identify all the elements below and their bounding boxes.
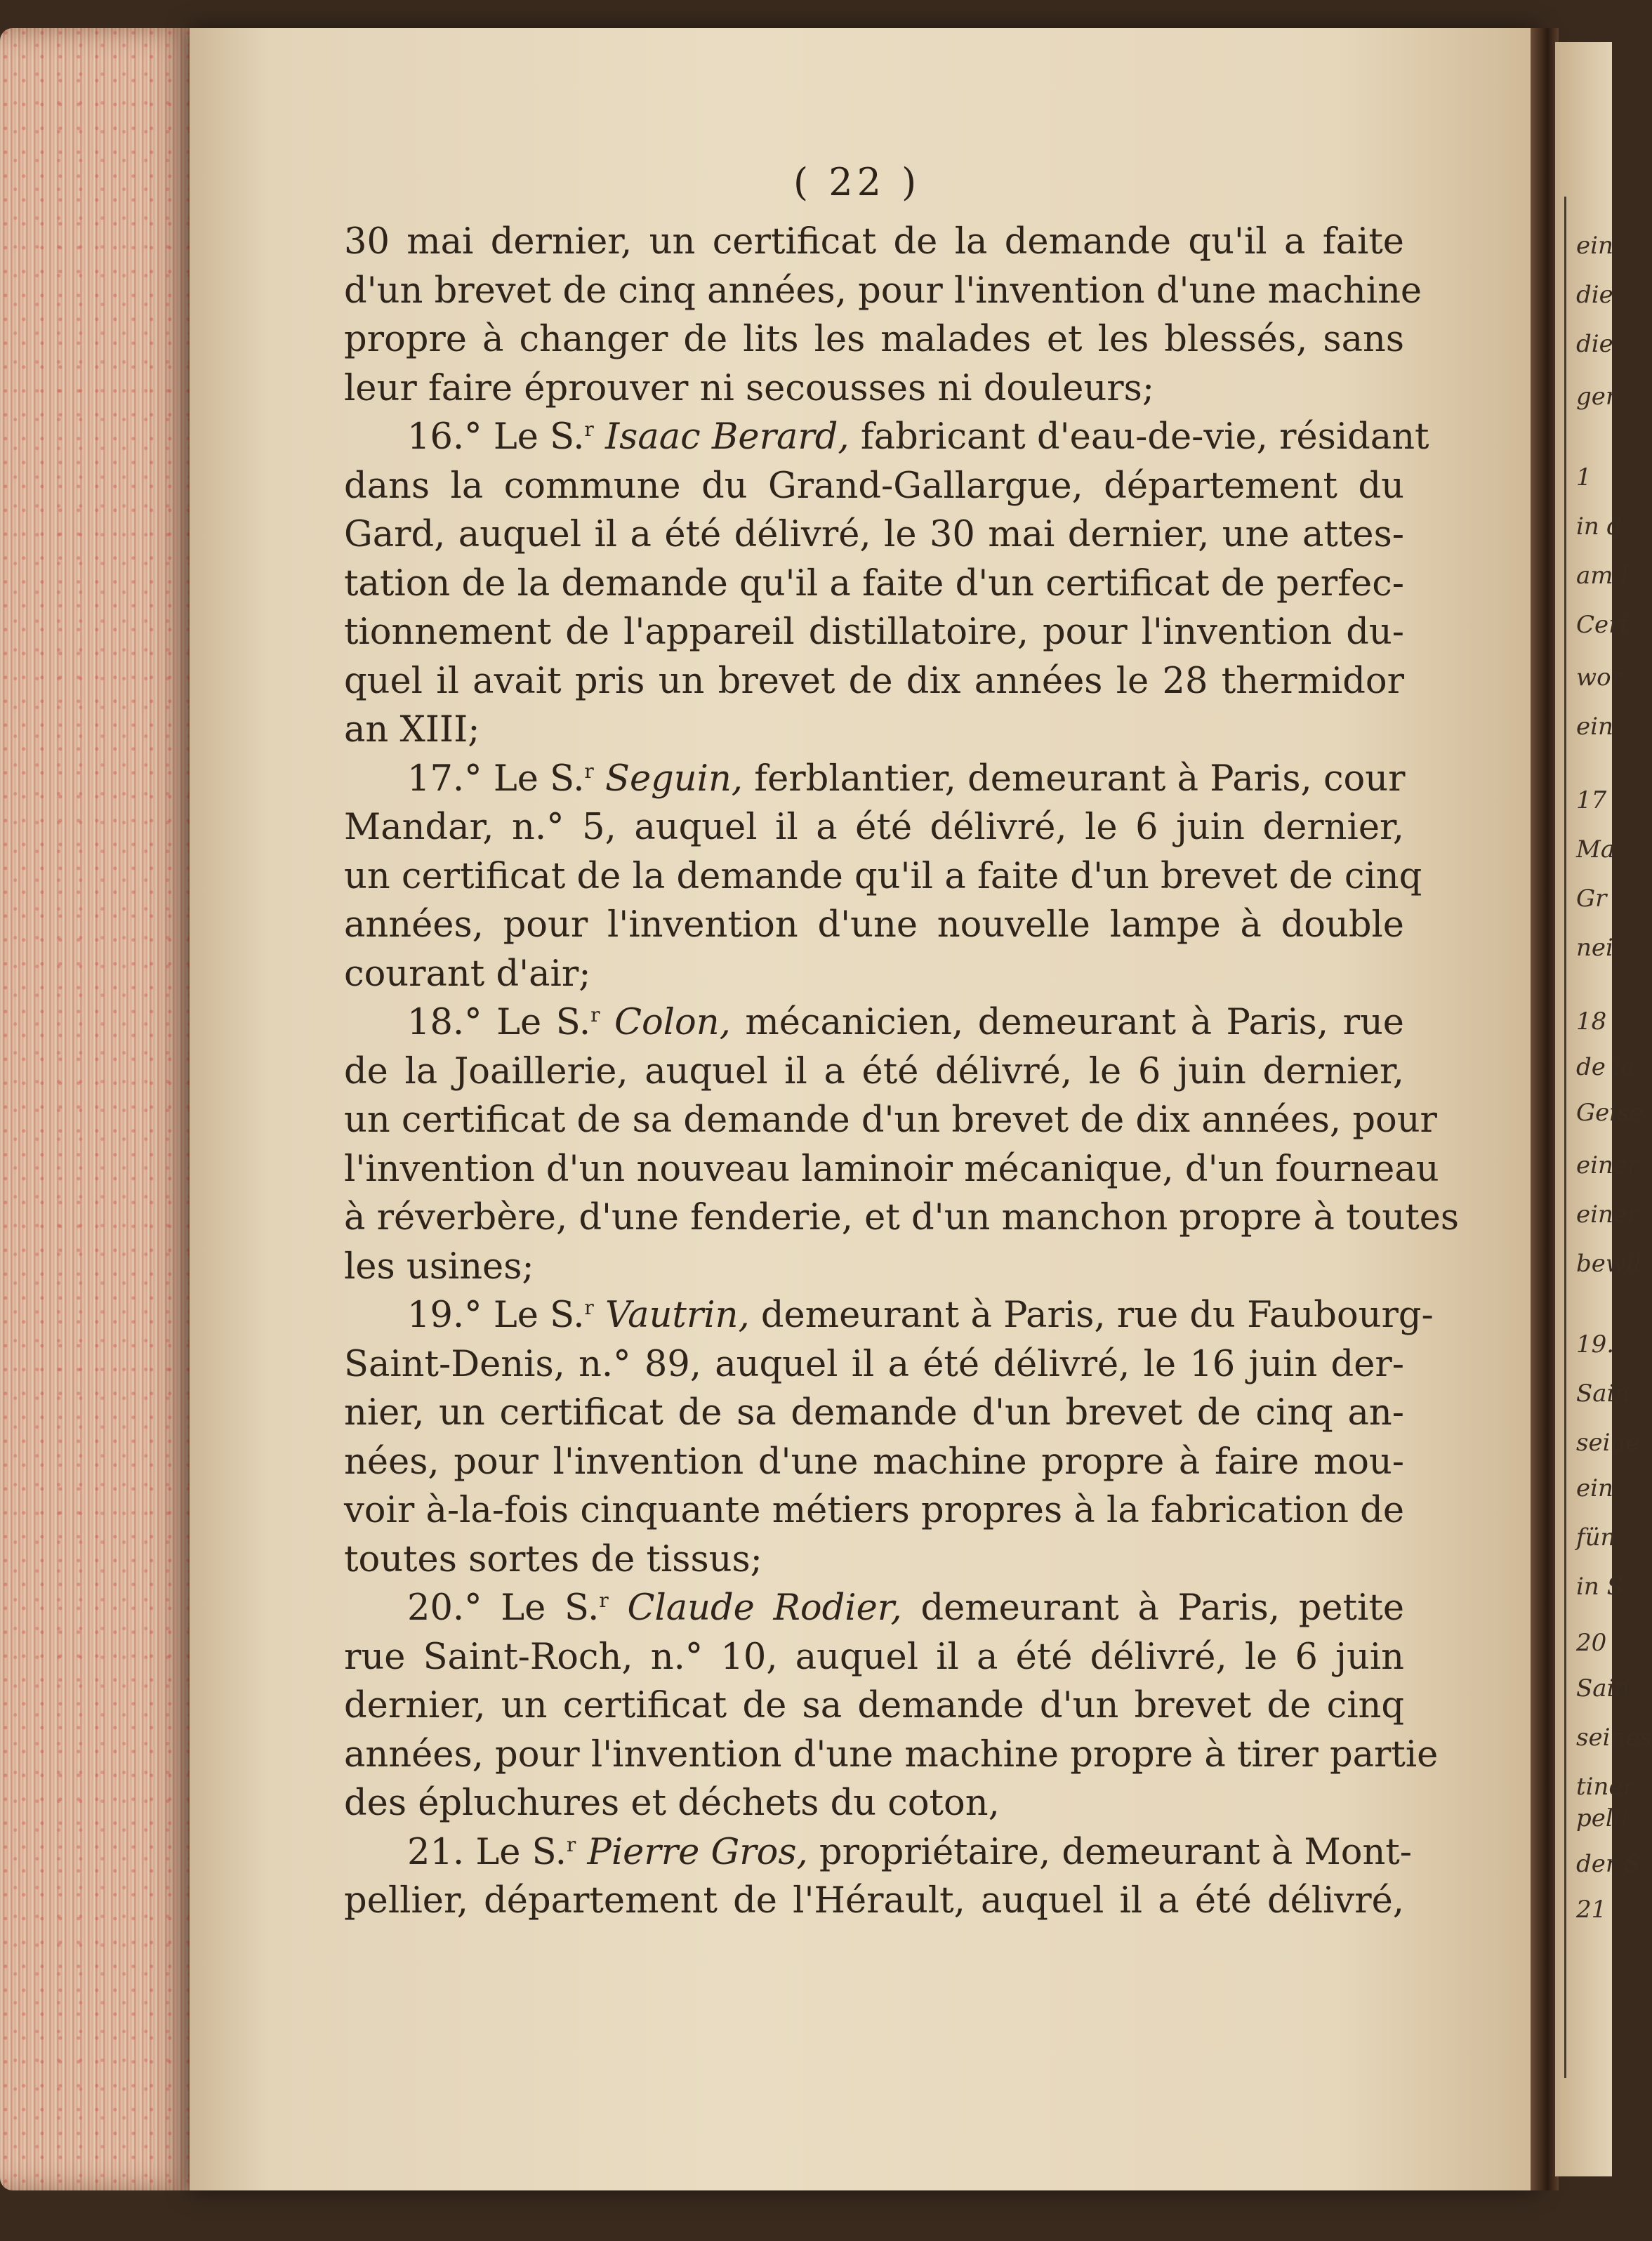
facing-page-text: Gr bbox=[1576, 885, 1607, 913]
facing-page-text: am l bbox=[1576, 562, 1629, 590]
facing-page-text: seine bbox=[1576, 1429, 1640, 1457]
facing-page-text: die bbox=[1576, 281, 1613, 309]
facing-page-text: der S bbox=[1576, 1850, 1641, 1878]
text-line: Saint-Denis, n.° 89, auquel il a été délivré, le 16 juin der- bbox=[344, 1343, 1404, 1385]
text-line: leur faire éprouver ni secousses ni douleurs; bbox=[344, 367, 1155, 409]
text-line: à réverbère, d'une fenderie, et d'un manchon propre à toutes bbox=[344, 1197, 1460, 1238]
facing-page-text: 1 bbox=[1576, 463, 1592, 491]
text-line: de la Joaillerie, auquel il a été délivré, le 6 juin dernier, bbox=[344, 1050, 1404, 1092]
facing-page-text: Sain bbox=[1576, 1380, 1630, 1408]
facing-page-text: Geise bbox=[1576, 1099, 1644, 1127]
book-fore-edge bbox=[0, 28, 197, 2190]
facing-page-text: 19. bbox=[1576, 1330, 1615, 1359]
facing-page-text: die bbox=[1576, 330, 1613, 358]
text-line: 30 mai dernier, un certificat de la demande qu'il a faite bbox=[344, 221, 1404, 263]
facing-page-text: 20 bbox=[1576, 1629, 1607, 1657]
entry-17: 17.° Le S.$^r$ Seguin, ferblantier, demeurant à Paris, cour bbox=[407, 758, 1406, 800]
text-line: courant d'air; bbox=[344, 953, 591, 995]
facing-page-text: tiner bbox=[1576, 1773, 1634, 1801]
text-line: rue Saint-Roch, n.° 10, auquel il a été délivré, le 6 juin bbox=[344, 1636, 1404, 1678]
text-line: tation de la demande qu'il a faite d'un certificat de perfec- bbox=[344, 562, 1404, 604]
entry-21: 21. Le S.$^r$ Pierre Gros, propriétaire, demeurant à Mont- bbox=[407, 1831, 1413, 1873]
text-line: dans la commune du Grand-Gallargue, département du bbox=[344, 465, 1404, 507]
facing-page-text: pelli bbox=[1576, 1804, 1629, 1832]
text-line: dernier, un certificat de sa demande d'un brevet de cinq bbox=[344, 1685, 1404, 1726]
facing-page-text: 18 bbox=[1576, 1007, 1607, 1036]
facing-page-text: ein bbox=[1576, 713, 1613, 741]
text-line: propre à changer de lits les malades et les blessés, sans bbox=[344, 319, 1404, 360]
text-line: pellier, département de l'Hérault, auquel il a été délivré, bbox=[344, 1880, 1404, 1922]
text-line: années, pour l'invention d'une nouvelle lampe à double bbox=[344, 904, 1404, 946]
entry-16: 16.° Le S.$^r$ Isaac Berard, fabricant d'eau-de-vie, résidant bbox=[407, 416, 1429, 458]
text-line: années, pour l'invention d'une machine propre à tirer partie bbox=[344, 1733, 1439, 1776]
text-line: nier, un certificat de sa demande d'un brevet de cinq an- bbox=[344, 1392, 1404, 1434]
text-line: Gard, auquel il a été délivré, le 30 mai dernier, une attes- bbox=[344, 514, 1404, 555]
facing-page-rule bbox=[1564, 197, 1566, 2078]
text-line: quel il avait pris un brevet de dix années le 28 thermidor bbox=[344, 660, 1404, 702]
text-line: les usines; bbox=[344, 1245, 534, 1288]
facing-page-text: fün bbox=[1576, 1523, 1616, 1552]
facing-page-text: einer bbox=[1576, 1201, 1639, 1229]
text-line: voir à-la-fois cinquante métiers propres à la fabrication de bbox=[344, 1490, 1404, 1531]
facing-page-text: seines bbox=[1576, 1724, 1652, 1752]
page-body bbox=[344, 218, 1460, 1926]
text-line: nées, pour l'invention d'une machine propre à faire mou- bbox=[344, 1441, 1404, 1483]
facing-page-text: Cert bbox=[1576, 611, 1630, 639]
facing-page-text: 21 bbox=[1576, 1896, 1607, 1924]
text-line: l'invention d'un nouveau laminoir mécanique, d'un fourneau bbox=[344, 1148, 1439, 1190]
facing-page-text: in S bbox=[1576, 1573, 1623, 1601]
facing-page-text: wor bbox=[1576, 663, 1623, 692]
entry-18: 18.° Le S.$^r$ Colon, mécanicien, demeurant à Paris, rue bbox=[407, 1002, 1404, 1043]
book-gutter bbox=[1531, 28, 1559, 2190]
text-line: toutes sortes de tissus; bbox=[344, 1538, 762, 1580]
entry-20: 20.° Le S.$^r$ Claude Rodier, demeurant à Paris, petite bbox=[407, 1587, 1405, 1629]
text-line: an XIII; bbox=[344, 709, 480, 751]
facing-page-text: einer bbox=[1576, 1151, 1639, 1179]
facing-page-text: ein bbox=[1576, 232, 1613, 260]
page-number: ( 22 ) bbox=[793, 160, 921, 204]
facing-page-text: 17 bbox=[1576, 786, 1607, 814]
text-line: Mandar, n.° 5, auquel il a été délivré, le 6 juin dernier, bbox=[344, 807, 1404, 848]
text-line: un certificat de sa demande d'un brevet de dix années, pour bbox=[344, 1099, 1437, 1141]
text-line: un certificat de la demande qu'il a faite d'un brevet de cinq bbox=[344, 855, 1422, 897]
facing-page-text: bewil bbox=[1576, 1250, 1641, 1278]
facing-page-text: Sain bbox=[1576, 1674, 1630, 1703]
text-line: des épluchures et déchets du coton, bbox=[344, 1783, 1000, 1824]
facing-page-text: nei bbox=[1576, 934, 1613, 962]
text-line: d'un brevet de cinq années, pour l'invention d'une machine bbox=[344, 270, 1422, 312]
entry-19: 19.° Le S.$^r$ Vautrin, demeurant à Paris, rue du Faubourg- bbox=[407, 1295, 1434, 1336]
facing-page-text: ein bbox=[1576, 1474, 1613, 1502]
text-line: tionnement de l'appareil distillatoire, pour l'invention du- bbox=[344, 612, 1404, 653]
facing-page-text: de la bbox=[1576, 1053, 1635, 1081]
facing-page-text: in d bbox=[1576, 513, 1623, 541]
facing-page-text: Ma bbox=[1576, 835, 1615, 864]
facing-page-text: ger bbox=[1576, 383, 1618, 411]
